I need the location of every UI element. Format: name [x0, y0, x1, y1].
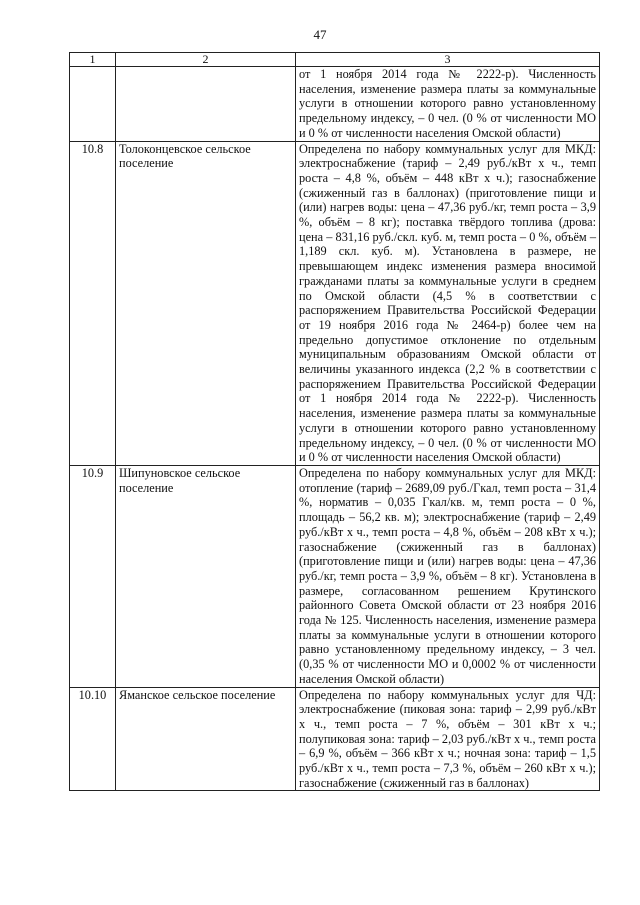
row-number: 10.10: [70, 687, 116, 791]
settlement-name: Шипуновское сельское поселение: [116, 465, 296, 687]
settlement-name: Толоконцевское сельское поселение: [116, 141, 296, 465]
table-row: [70, 687, 600, 791]
table-row: [70, 67, 600, 142]
row-description: Определена по набору коммунальных услуг для ЧД: электроснабжение (пиковая зона: тариф – 2,99 руб./кВт х ч., темп роста – 7 %, объём – 301 кВт х ч.; полупиковая зона: тариф – 2,03 руб./кВт х ч., темп роста – 6,9 %, объём – 366 кВт х ч.; ночная зона: тариф – 1,5 руб./кВт х ч., темп роста – 7,3 %, объём – 260 кВт х ч.); газоснабжение (сжиженный газ в баллонах): [296, 687, 600, 791]
table-header-row: [70, 53, 600, 67]
table-row: [70, 465, 600, 687]
row-description: Определена по набору коммунальных услуг для МКД: электроснабжение (тариф – 2,49 руб./кВт х ч., темп роста – 4,8 %, объём – 448 кВт х ч.); газоснабжение (сжиженный газ в баллонах) (приготовление пищи и (или) нагрев воды: цена – 47,36 руб./кг, темп роста – 3,9 %, объём – 8 кг); поставка твёрдого топлива (дрова: цена – 831,16 руб./скл. куб. м, темп роста – 0 %, объём – 1,189 скл. куб. м). Установлена в размере, не превышающем индекс изменения размера вносимой гражданами платы за коммунальные услуги в среднем по Омской области (4,5 % в соответствии с распоряжением Правительства Российской Федерации от 19 ноября 2016 года № 2464-р) более чем на предельно допустимое отклонение по отдельным муниципальным образованиям Омской области от величины указанного индекса (2,2 % в соответствии с распоряжением Правительства Российской Федерации от 1 ноября 2014 года № 2222-р). Численность населения, изменение размера платы за коммунальные услуги в отношении которого равно установленному предельному индексу, – 0 чел. (0 % от численности МО и 0 % от численности населения Омской области): [296, 141, 600, 465]
header-col-1: 1: [70, 53, 116, 67]
header-col-2: 2: [116, 53, 296, 67]
table-row: [70, 141, 600, 465]
data-table: [69, 52, 600, 791]
page-number: 47: [313, 27, 327, 42]
settlement-name: [116, 67, 296, 142]
row-description: от 1 ноября 2014 года № 2222-р). Численность населения, изменение размера платы за коммунальные услуги в отношении которого равно установленному предельному индексу, – 0 чел. (0 % от численности МО и 0 % от численности населения Омской области): [296, 67, 600, 142]
row-description: Определена по набору коммунальных услуг для МКД: отопление (тариф – 2689,09 руб./Гкал, темп роста – 31,4 %, норматив – 0,035 Гкал/кв. м, темп роста – 0 %, площадь – 56,2 кв. м); электроснабжение (тариф – 2,49 руб./кВт х ч., темп роста – 4,8 %, объём – 208 кВт х ч.); газоснабжение (сжиженный газ в баллонах) (приготовление пищи и (или) нагрев воды: цена – 47,36 руб./кг, темп роста – 3,9 %, объём – 8 кг). Установлена в размере, согласованном решением Крутинского районного Совета Омской области от 23 ноября 2016 года № 125. Численность населения, изменение размера платы за коммунальные услуги в отношении которого равно установленному предельному индексу, – 3 чел. (0,35 % от численности МО и 0,0002 % от численности населения Омской области): [296, 465, 600, 687]
row-number: [70, 67, 116, 142]
row-number: 10.8: [70, 141, 116, 465]
settlement-name: Яманское сельское поселение: [116, 687, 296, 791]
row-number: 10.9: [70, 465, 116, 687]
header-col-3: 3: [296, 53, 600, 67]
